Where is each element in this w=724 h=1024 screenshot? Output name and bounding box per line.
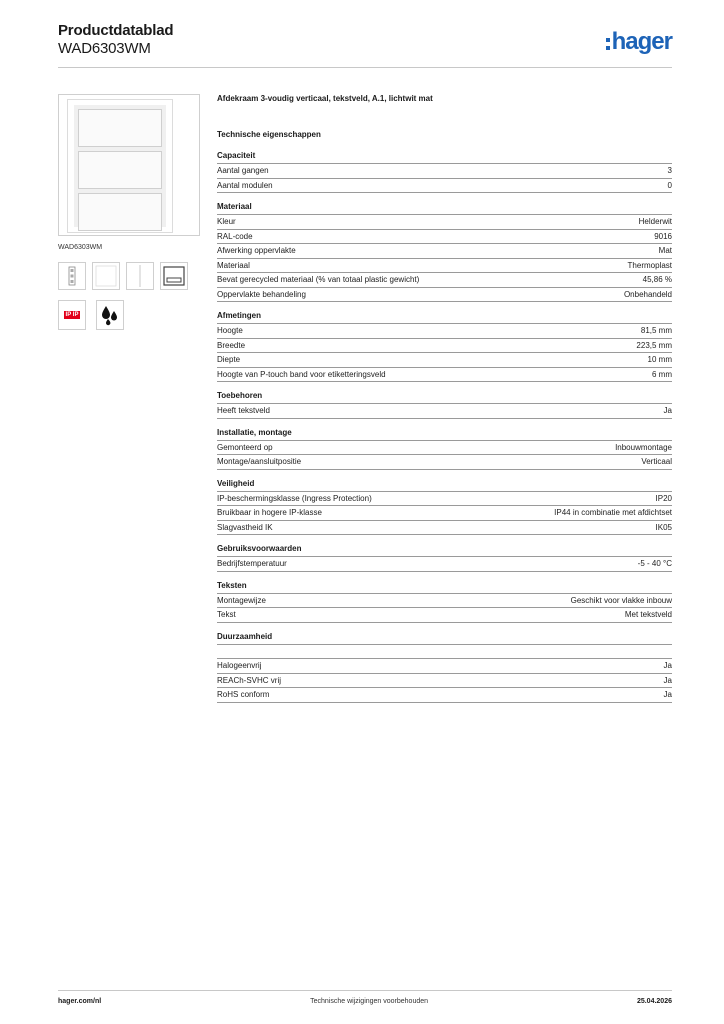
spec-value: 45,86 % bbox=[642, 275, 672, 284]
document-header bbox=[58, 22, 173, 57]
spec-value: Helderwit bbox=[638, 217, 672, 226]
spec-row bbox=[217, 645, 672, 660]
spec-value: 10 mm bbox=[647, 355, 672, 364]
technical-properties-heading: Technische eigenschappen bbox=[217, 130, 321, 139]
logo-dots-icon bbox=[606, 38, 610, 50]
spec-section bbox=[217, 310, 672, 382]
spec-value: 6 mm bbox=[652, 369, 672, 379]
spec-label: RAL-code bbox=[217, 231, 253, 241]
spec-value: Geschikt voor vlakke inbouw bbox=[570, 595, 672, 605]
spec-label: Afwerking oppervlakte bbox=[217, 246, 296, 255]
spec-row bbox=[217, 557, 672, 572]
label-field-icon[interactable] bbox=[160, 262, 188, 290]
spec-label: Aantal modulen bbox=[217, 180, 273, 190]
spec-value: Onbehandeld bbox=[623, 289, 672, 299]
spec-row bbox=[217, 244, 672, 259]
water-drops-icon bbox=[96, 300, 124, 330]
spec-sections bbox=[217, 150, 672, 703]
spec-value: Verticaal bbox=[641, 457, 672, 466]
spec-value: IK05 bbox=[655, 522, 672, 532]
spec-label: Bedrijfstemperatuur bbox=[217, 559, 287, 568]
spec-row bbox=[217, 674, 672, 689]
spec-row bbox=[217, 594, 672, 609]
spec-label: Slagvastheid IK bbox=[217, 522, 273, 532]
section-heading: Toebehoren bbox=[217, 390, 672, 404]
footer-disclaimer: Technische wijzigingen voorbehouden bbox=[310, 998, 429, 1005]
spec-value: 0 bbox=[667, 180, 672, 190]
spec-row bbox=[217, 324, 672, 339]
spec-row bbox=[217, 521, 672, 536]
spec-value: IP44 in combinatie met afdichtset bbox=[554, 508, 672, 517]
spec-section bbox=[217, 201, 672, 302]
spec-row bbox=[217, 506, 672, 521]
spec-section bbox=[217, 543, 672, 572]
spec-label: Gemonteerd op bbox=[217, 442, 273, 452]
spec-row bbox=[217, 353, 672, 368]
spec-label: Heeft tekstveld bbox=[217, 406, 270, 415]
spec-value: Mat bbox=[658, 246, 672, 255]
spec-row bbox=[217, 688, 672, 703]
frame-blank-icon[interactable] bbox=[92, 262, 120, 290]
spec-label: Oppervlakte behandeling bbox=[217, 289, 306, 299]
frame-illustration bbox=[67, 99, 173, 233]
spec-value: IP20 bbox=[655, 493, 672, 503]
spec-value: Inbouwmontage bbox=[615, 442, 672, 452]
certification-badges bbox=[58, 300, 124, 330]
spec-value: Met tekstveld bbox=[624, 610, 672, 619]
product-description: Afdekraam 3-voudig verticaal, tekstveld, A.1, lichtwit mat bbox=[217, 94, 433, 103]
spec-value: Thermoplast bbox=[627, 260, 672, 270]
spec-row bbox=[217, 404, 672, 419]
header-divider bbox=[58, 67, 672, 68]
spec-row bbox=[217, 492, 672, 507]
specification-content bbox=[217, 94, 672, 711]
spec-value: -5 - 40 °C bbox=[637, 559, 672, 568]
spec-row bbox=[217, 441, 672, 456]
spec-label: Materiaal bbox=[217, 260, 250, 270]
spec-section bbox=[217, 150, 672, 193]
spec-value: 81,5 mm bbox=[640, 326, 672, 335]
spec-label: Hoogte bbox=[217, 326, 243, 335]
module-strip-icon[interactable] bbox=[58, 262, 86, 290]
page-footer bbox=[58, 998, 672, 1005]
spec-row bbox=[217, 259, 672, 274]
spec-section bbox=[217, 478, 672, 536]
spec-row bbox=[217, 368, 672, 383]
spec-value: Ja bbox=[663, 661, 672, 670]
frame-split-icon[interactable] bbox=[126, 262, 154, 290]
footer-date: 25.04.2026 bbox=[636, 998, 672, 1005]
spec-value: 3 bbox=[667, 166, 672, 175]
spec-label: Diepte bbox=[217, 355, 241, 364]
spec-value: 223,5 mm bbox=[636, 340, 672, 350]
document-title: Productdatablad bbox=[58, 22, 174, 39]
spec-label: REACh-SVHC vrij bbox=[217, 675, 282, 685]
hager-logo bbox=[606, 28, 672, 56]
spec-section bbox=[217, 580, 672, 623]
spec-label: Montage/aansluitpositie bbox=[217, 457, 302, 466]
spec-label: Montagewijze bbox=[217, 595, 266, 605]
spec-value: 9016 bbox=[654, 231, 672, 241]
spec-row bbox=[217, 215, 672, 230]
section-heading: Veiligheid bbox=[217, 478, 672, 492]
spec-value: Ja bbox=[663, 675, 672, 685]
section-heading: Installatie, montage bbox=[217, 427, 672, 441]
spec-row bbox=[217, 288, 672, 303]
spec-row bbox=[217, 273, 672, 288]
spec-value: Ja bbox=[663, 406, 672, 415]
spec-row bbox=[217, 164, 672, 179]
spec-label: Halogeenvrij bbox=[217, 661, 262, 670]
section-heading: Teksten bbox=[217, 580, 672, 594]
product-image bbox=[58, 94, 200, 236]
spec-row bbox=[217, 179, 672, 194]
spec-label: Aantal gangen bbox=[217, 166, 269, 175]
section-heading: Materiaal bbox=[217, 201, 672, 215]
footer-website[interactable]: hager.com/nl bbox=[58, 998, 102, 1005]
spec-label: Tekst bbox=[217, 610, 236, 619]
footer-divider bbox=[58, 990, 672, 991]
spec-label: Breedte bbox=[217, 340, 246, 350]
spec-value: Ja bbox=[663, 690, 672, 699]
spec-row bbox=[217, 455, 672, 470]
logo-text: hager bbox=[611, 28, 672, 55]
spec-row bbox=[217, 339, 672, 354]
spec-row bbox=[217, 608, 672, 623]
section-heading: Capaciteit bbox=[217, 150, 672, 164]
section-heading: Duurzaamheid bbox=[217, 631, 672, 645]
spec-section bbox=[217, 427, 672, 470]
spec-label: RoHS conform bbox=[217, 690, 270, 699]
spec-section bbox=[217, 631, 672, 703]
section-heading: Afmetingen bbox=[217, 310, 672, 324]
ip-badge-text: IP IP bbox=[65, 312, 79, 318]
spec-label: Hoogte van P-touch band voor etiketteringsveld bbox=[217, 369, 386, 379]
thumbnail-strip bbox=[58, 262, 188, 290]
product-code: WAD6303WM bbox=[58, 40, 151, 57]
section-heading: Gebruiksvoorwaarden bbox=[217, 543, 672, 557]
spec-section bbox=[217, 390, 672, 419]
spec-label: Bevat gerecycled materiaal (% van totaal plastic gewicht) bbox=[217, 275, 420, 284]
spec-row bbox=[217, 659, 672, 674]
image-caption: WAD6303WM bbox=[58, 244, 103, 251]
ip-rating-icon bbox=[58, 300, 86, 330]
spec-label: Kleur bbox=[217, 217, 236, 226]
spec-label: IP-beschermingsklasse (Ingress Protection) bbox=[217, 493, 372, 503]
spec-label: Bruikbaar in hogere IP-klasse bbox=[217, 508, 322, 517]
spec-row bbox=[217, 230, 672, 245]
